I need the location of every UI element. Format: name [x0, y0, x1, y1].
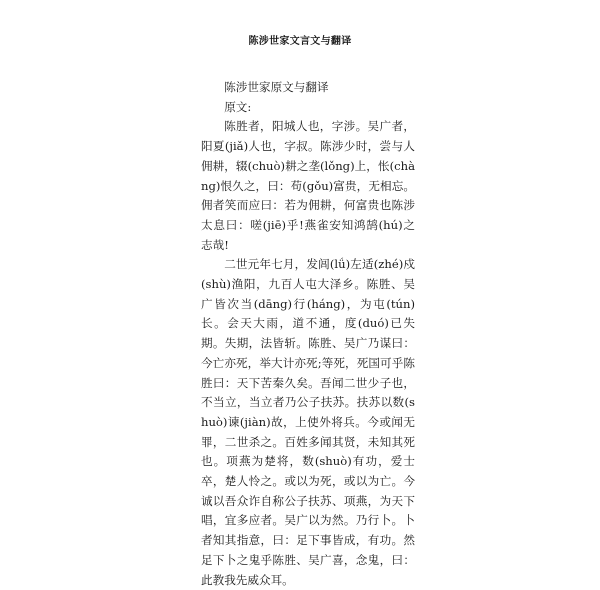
- document-body: [201, 78, 415, 587]
- original-text-label: 原文:: [224, 99, 252, 114]
- document-title: 陈涉世家文言文与翻译: [248, 36, 352, 47]
- document-subtitle: 陈涉世家原文与翻译: [224, 80, 329, 94]
- paragraph: 陈胜者，阳城人也，字涉。吴广者，阳夏(jiǎ)人也，字叔。陈涉少时，尝与人佣耕，辍(chuò)耕之垄(lǒng)上，怅(chàng)恨久之，曰：苟(gǒu)富贵，无相忘。佣者笑而应曰：若为佣耕，何富贵也陈涉太息曰：嗟(jiē)乎!燕雀安知鸿鹄(hú)之志哉!: [201, 119, 415, 252]
- paragraph: 二世元年七月，发闾(lǘ)左适(zhé)戍(shù)渔阳，九百人屯大泽乡。陈胜、吴广皆次当(dāng)行(háng)，为屯(tún)长。会天大雨，道不通，度(duó)已失期。失期，法皆斩。陈胜、吴广乃谋曰：今亡亦死，举大计亦死;等死，死国可乎陈胜曰：天下苦秦久矣。吾闻二世少子也，不当立，当立者乃公子扶苏。扶苏以数(shuò)谏(jiàn)故，上使外将兵。今或闻无罪，二世杀之。百姓多闻其贤，未知其死也。项燕为楚将，数(shuò)有功，爱士卒，楚人怜之。或以为死，或以为亡。今诚以吾众诈自称公子扶苏、项燕，为天下唱，宜多应者。吴广以为然。乃行卜。卜者知其指意，曰：足下事皆成，有功。然足下卜之鬼乎陈胜、吴广喜，念鬼，曰：此教我先威众耳。: [201, 257, 415, 587]
